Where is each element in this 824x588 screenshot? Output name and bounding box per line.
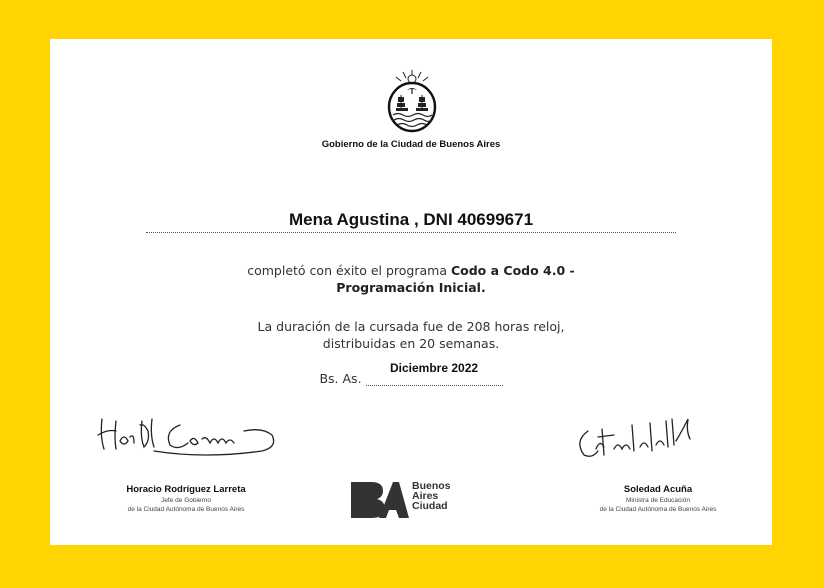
signatory-left-name: Horacio Rodríguez Larreta xyxy=(126,484,246,495)
issue-date: Diciembre 2022 xyxy=(390,361,479,375)
completion-statement xyxy=(50,262,772,296)
logo-wordmark xyxy=(412,481,451,511)
signatory-right-role-2: de la Ciudad Autónoma de Buenos Aires xyxy=(599,506,717,513)
signatory-left xyxy=(80,483,292,514)
duration-statement xyxy=(50,318,772,352)
certificate-card xyxy=(50,39,772,545)
issue-date-field xyxy=(366,361,503,386)
completion-prefix: completó con éxito el programa xyxy=(247,263,451,278)
issue-place: Bs. As. xyxy=(319,371,362,386)
duration-line-2: distribuidas en 20 semanas. xyxy=(322,336,500,351)
program-name-part2: Programación Inicial. xyxy=(336,280,486,295)
signatory-right-name: Soledad Acuña xyxy=(623,484,693,495)
issuer-name: Gobierno de la Ciudad de Buenos Aires xyxy=(321,139,501,150)
recipient-name: Mena Agustina , DNI 40699671 xyxy=(288,210,534,229)
signatory-right-role-1: Ministra de Educación xyxy=(626,497,690,504)
issue-date-row xyxy=(50,361,772,386)
signatory-right xyxy=(548,483,768,514)
duration-line-1: La duración de la cursada fue de 208 horas reloj, xyxy=(257,319,565,334)
name-dotted-line xyxy=(146,232,676,233)
program-name-part1: Codo a Codo 4.0 - xyxy=(450,263,575,278)
signatory-left-role-1: Jefe de Gobierno xyxy=(161,497,211,504)
logo-line-1: Buenos xyxy=(412,480,451,492)
signature-right-image xyxy=(570,411,710,463)
logo-line-2: Aires xyxy=(412,490,439,502)
buenos-aires-logo xyxy=(349,478,471,520)
coat-of-arms-icon xyxy=(386,68,438,134)
logo-line-3: Ciudad xyxy=(412,500,448,512)
ba-mark-icon xyxy=(349,478,409,520)
signature-left-image xyxy=(94,407,284,465)
recipient-block xyxy=(146,210,676,233)
signatory-left-role-2: de la Ciudad Autónoma de Buenos Aires xyxy=(127,506,245,513)
